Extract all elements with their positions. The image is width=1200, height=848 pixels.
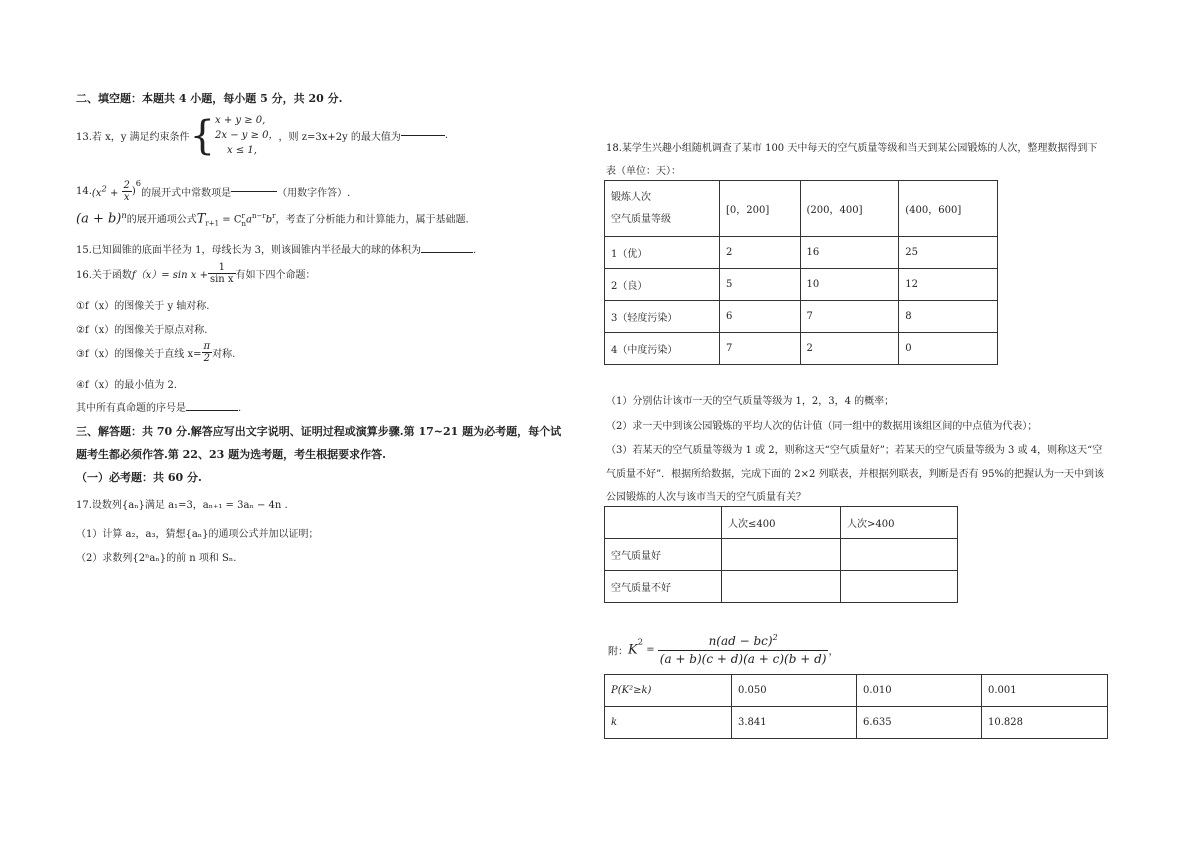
table1-row-label: 1（优）: [605, 237, 720, 269]
q18-part-1: （1）分别估计该市一天的空气质量等级为 1，2，3，4 的概率；: [606, 396, 895, 407]
table1-row-label: 4（中度污染）: [605, 333, 720, 365]
section-3-heading-line1: 三、解答题：共 70 分.解答应写出文字说明、证明过程或演算步骤.第 17~21 题为必考题，每个试: [76, 425, 562, 438]
table1-row-label: 3（轻度污染）: [605, 301, 720, 333]
table3-cell: 0.001: [982, 675, 1108, 707]
q13-constraints: [215, 113, 279, 158]
q16-ask: [76, 399, 241, 414]
formula-eq: =: [643, 644, 658, 656]
q14n-a-sup: n−r: [251, 212, 266, 220]
question-17: 17.设数列{aₙ}满足 a₁=3，aₙ₊₁ = 3aₙ − 4n .: [76, 500, 288, 511]
table3-cell: 6.635: [857, 707, 982, 739]
q14-answer-blank[interactable]: [231, 191, 277, 192]
table1-header-corner: [605, 181, 720, 237]
question-13: [76, 113, 448, 158]
table2-corner: [605, 507, 722, 539]
formula-lhs-sup: 2: [637, 636, 644, 647]
q14n-text2: ，考查了分析能力和计算能力，属于基础题.: [275, 214, 469, 226]
question-18-line1: 18.某学生兴趣小组随机调查了某市 100 天中每天的空气质量等级和当天到某公园锻炼的人次，整理数据得到下: [606, 143, 1098, 154]
q14n-expr: (a + b): [76, 211, 122, 227]
table2-empty-cell[interactable]: [841, 571, 958, 603]
table3-row2-label: k: [605, 707, 732, 739]
table2-empty-cell[interactable]: [722, 539, 841, 571]
q16-ask-text: 其中所有真命题的序号是: [76, 403, 186, 414]
q14n-text1: 的展开通项公式: [126, 214, 197, 226]
formula-prefix: 附：: [608, 646, 628, 658]
table1-cell: 10: [800, 269, 899, 301]
formula-fraction: [658, 634, 829, 666]
q16-proposition-2: ②f（x）的图像关于原点对称.: [76, 325, 208, 336]
q16-answer-blank[interactable]: [186, 410, 238, 411]
table1-cell: 2: [800, 333, 899, 365]
formula-end: ，: [828, 646, 839, 658]
q15-text: 15.已知圆锥的底面半径为 1，母线长为 3，则该圆锥内半径最大的球的体积为: [76, 245, 421, 256]
question-15: [76, 241, 476, 256]
q16-frac-den: sin x: [209, 274, 234, 285]
q14-prefix: 14.: [76, 186, 92, 197]
k2-formula: [608, 634, 838, 666]
table1-col-0: [0，200]: [720, 181, 801, 237]
q14n-a: a: [246, 214, 252, 226]
q14n-c-sup: r: [241, 211, 245, 220]
table1-header-bottom: 空气质量等级: [611, 213, 671, 225]
q17-part-1: （1）计算 a₂，a₃，猜想{aₙ}的通项公式并加以证明；: [76, 529, 319, 540]
table1-cell: 25: [899, 237, 998, 269]
q14n-b: b: [265, 214, 273, 226]
q14n-b-sup: r: [272, 212, 276, 220]
q16-suffix: 有如下四个命题：: [235, 270, 316, 281]
question-14: [76, 178, 350, 203]
section-2-heading: 二、填空题：本题共 4 小题，每小题 5 分，共 20 分.: [76, 92, 343, 105]
q14-note: （用数字作答）.: [277, 188, 351, 199]
q14-close: ): [131, 186, 136, 197]
table1-cell: 12: [899, 269, 998, 301]
q13-suffix: ，则 z=3x+2y 的最大值为: [278, 132, 401, 143]
q14n-c-sub: n: [241, 219, 246, 228]
q13-prefix: 13.若 x，y 满足约束条件: [76, 132, 190, 143]
table-row: [605, 269, 998, 301]
q14-fraction: [122, 180, 132, 203]
q18-part-3-line2: 气质量不好”．根据所给数据，完成下面的 2×2 列联表，并根据列联表，判断是否有 95%的把握认为一天中到该: [606, 469, 1104, 480]
formula-lhs: K: [628, 642, 638, 658]
formula-num-sup: 2: [772, 633, 778, 642]
table3-cell: 10.828: [982, 707, 1108, 739]
contingency-table: [604, 506, 958, 603]
table2-empty-cell[interactable]: [722, 571, 841, 603]
table-row: [605, 707, 1108, 739]
q15-end: .: [473, 245, 477, 256]
table1-col-2: (400，600]: [899, 181, 998, 237]
q13-end: .: [444, 130, 449, 141]
table-row: [605, 301, 998, 333]
table1-col-1: (200，400]: [800, 181, 899, 237]
question-16: [76, 262, 316, 285]
q16-proposition-1: ①f（x）的图像关于 y 轴对称.: [76, 301, 210, 312]
q13-cond1: x + y ≥ 0,: [215, 115, 266, 126]
table2-col-0: 人次≤400: [722, 507, 841, 539]
table2-row-label: 空气质量好: [605, 539, 722, 571]
table-row: [605, 675, 1108, 707]
table2-empty-cell[interactable]: [841, 539, 958, 571]
formula-den: (a + b)(c + d)(a + c)(b + d): [659, 652, 827, 667]
table1-row-label: 2（良）: [605, 269, 720, 301]
q16-p3-num: π: [203, 341, 211, 352]
question-18-line2: 表（单位：天）：: [606, 166, 681, 177]
table1-cell: 8: [899, 301, 998, 333]
q13-cond2: 2x − y ≥ 0，: [215, 130, 279, 141]
q14-frac-num: 2: [123, 180, 130, 191]
q14n-T: T: [196, 211, 206, 227]
q14n-eq: = C: [219, 214, 242, 226]
q16-p3-den: 2: [203, 353, 210, 364]
q14-expr: [91, 183, 122, 200]
table1-cell: 2: [720, 237, 801, 269]
q16-frac-num: 1: [208, 262, 236, 274]
table2-row-label: 空气质量不好: [605, 571, 722, 603]
q16-p3-suffix: 对称.: [212, 349, 236, 360]
table1-cell: 6: [720, 301, 801, 333]
table2-col-1: 人次>400: [841, 507, 958, 539]
q13-answer-blank[interactable]: [401, 135, 445, 136]
q14-plus: +: [106, 188, 122, 200]
q14-frac-den: x: [123, 192, 130, 203]
table3-cell: 0.050: [732, 675, 857, 707]
table1-header-top: 锻炼人次: [611, 191, 651, 203]
q14n-T-sub: r+1: [205, 219, 220, 228]
q16-proposition-4: ④f（x）的最小值为 2.: [76, 380, 178, 391]
table1-cell: 16: [800, 237, 899, 269]
q14-base: (x: [91, 188, 102, 200]
q16-ask-end: .: [238, 403, 242, 414]
table1-cell: 5: [720, 269, 801, 301]
table1-cell: 7: [800, 301, 899, 333]
q14-sup: 2: [101, 183, 107, 194]
q14-pow: 6: [135, 178, 142, 188]
table1-cell: 7: [720, 333, 801, 365]
table1-cell: 0: [899, 333, 998, 365]
q16-func: f（x）= sin x +: [131, 270, 208, 281]
formula-num: n(ad − bc): [708, 634, 773, 648]
critical-value-table: [604, 674, 1108, 739]
table3-row1-label: P(K²≥k): [605, 675, 732, 707]
q16-fraction: [208, 262, 236, 285]
table-row: [605, 571, 958, 603]
q14n-pow: n: [121, 210, 127, 220]
air-quality-table: [604, 180, 998, 365]
q16-p3-prefix: ③f（x）的图像关于直线 x=: [76, 349, 202, 360]
q16-proposition-3: [76, 341, 235, 364]
section-3-heading-line2: 题考生都必须作答.第 22、23 题为选考题，考生根据要求作答.: [76, 448, 386, 461]
q18-part-3-line1: （3）若某天的空气质量等级为 1 或 2，则称这天“空气质量好”；若某天的空气质量等级为 3 或 4，则称这天“空: [606, 445, 1103, 456]
q16-p3-fraction: [202, 341, 213, 364]
table3-cell: 0.010: [857, 675, 982, 707]
q18-part-3-line3: 公园锻炼的人次与该市当天的空气质量有关？: [606, 492, 806, 503]
q16-prefix: 16.关于函数: [76, 270, 132, 281]
table3-cell: 3.841: [732, 707, 857, 739]
q17-part-2: （2）求数列{2ⁿaₙ}的前 n 项和 Sₙ.: [76, 553, 237, 564]
q18-part-2: （2）求一天中到该公园锻炼的平均人次的估计值（同一组中的数据用该组区间的中点值为代表）；: [606, 421, 1038, 432]
table-row: [605, 539, 958, 571]
q13-brace: {: [189, 112, 216, 159]
q15-answer-blank[interactable]: [421, 252, 473, 253]
q14-suffix: 的展开式中常数项是: [141, 188, 232, 199]
q13-cond3: x ≤ 1,: [227, 145, 257, 156]
q14-formula-note: [76, 210, 469, 228]
table-row: [605, 237, 998, 269]
section-3-subheading: （一）必考题：共 60 分.: [76, 471, 202, 484]
table-row: [605, 333, 998, 365]
